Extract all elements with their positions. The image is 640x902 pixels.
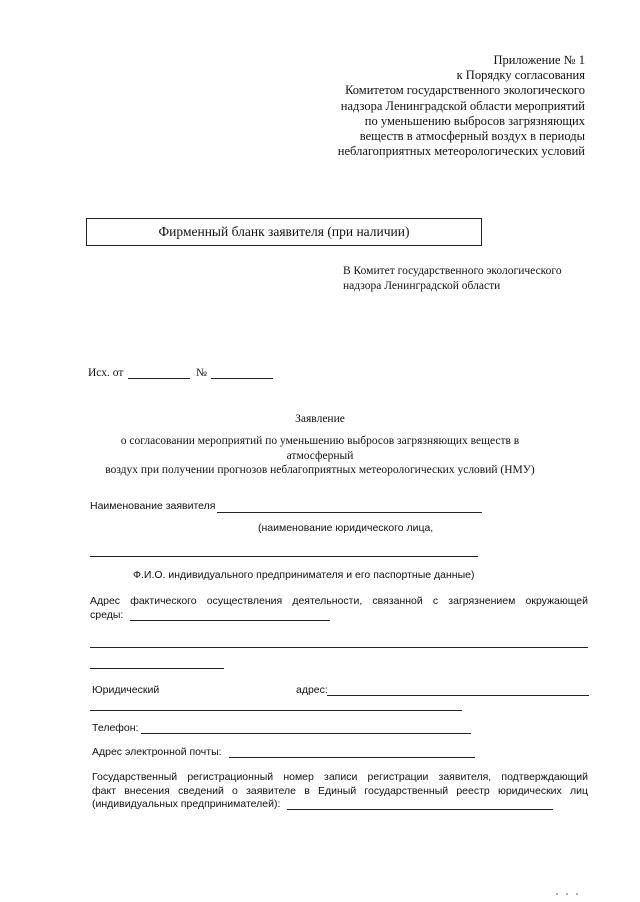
recipient-line: надзора Ленинградской области xyxy=(343,279,501,292)
outgoing-from-label: Исх. от xyxy=(88,367,124,379)
applicant-name-field-2[interactable] xyxy=(90,556,478,557)
legal-label: Юридический xyxy=(92,684,160,696)
phone-label: Телефон: xyxy=(92,722,139,734)
legal-address-field[interactable] xyxy=(327,695,589,696)
recipient xyxy=(343,264,603,293)
reg-label-line3: (индивидуальных предпринимателей): xyxy=(92,798,281,810)
appendix-line: по уменьшению выбросов загрязняющих xyxy=(364,113,585,128)
email-field[interactable] xyxy=(229,757,475,758)
phone-field[interactable] xyxy=(141,733,471,734)
appendix-line: Комитетом государственного экологического xyxy=(345,83,585,98)
outgoing-number-field[interactable] xyxy=(211,378,273,379)
applicant-name-field[interactable] xyxy=(217,512,482,513)
applicant-name-hint: (наименование юридического лица, xyxy=(258,522,434,534)
reg-label-line2: факт внесения сведений о заявителе в Единый государственный реестр юридических лиц xyxy=(92,785,588,797)
applicant-name-label: Наименование заявителя xyxy=(90,500,216,512)
actual-address-label: Адрес фактического осуществления деятельности, связанной с загрязнением окружающей xyxy=(90,595,588,607)
statement-title: Заявление xyxy=(295,413,345,425)
outgoing-number-label: № xyxy=(196,367,207,379)
actual-address-field-3[interactable] xyxy=(90,668,224,669)
scan-speck xyxy=(556,893,558,895)
statement-subtitle xyxy=(90,434,550,478)
reg-label-line1: Государственный регистрационный номер записи регистрации заявителя, подтверждающий xyxy=(92,771,588,783)
appendix-header xyxy=(285,53,585,159)
subtitle-line: воздух при получении прогнозов неблагоприятных метеорологических условий (НМУ) xyxy=(105,464,535,476)
recipient-line: В Комитет государственного экологического xyxy=(343,265,562,277)
appendix-line: надзора Ленинградской области мероприятий xyxy=(340,98,585,113)
appendix-line: неблагоприятных метеорологических условий xyxy=(337,144,585,159)
appendix-line: Приложение № 1 xyxy=(493,53,585,67)
scan-speck xyxy=(576,893,578,895)
reg-number-field[interactable] xyxy=(287,809,553,810)
appendix-line: к Порядку согласования xyxy=(456,68,585,83)
actual-address-field[interactable] xyxy=(130,620,330,621)
legal-address-field-2[interactable] xyxy=(90,710,462,711)
outgoing-date-field[interactable] xyxy=(128,378,190,379)
address-label: адрес: xyxy=(296,684,328,696)
email-label: Адрес электронной почты: xyxy=(92,746,222,758)
letterhead-box: Фирменный бланк заявителя (при наличии) xyxy=(86,218,482,246)
actual-address-label-2: среды: xyxy=(90,609,124,621)
actual-address-field-2[interactable] xyxy=(90,647,588,648)
applicant-name-hint-2: Ф.И.О. индивидуального предпринимателя и его паспортные данные) xyxy=(133,569,475,581)
appendix-line: веществ в атмосферный воздух в периоды xyxy=(359,129,585,144)
subtitle-line: о согласовании мероприятий по уменьшению выбросов загрязняющих веществ в атмосферный xyxy=(120,435,520,462)
scan-speck xyxy=(566,893,568,895)
